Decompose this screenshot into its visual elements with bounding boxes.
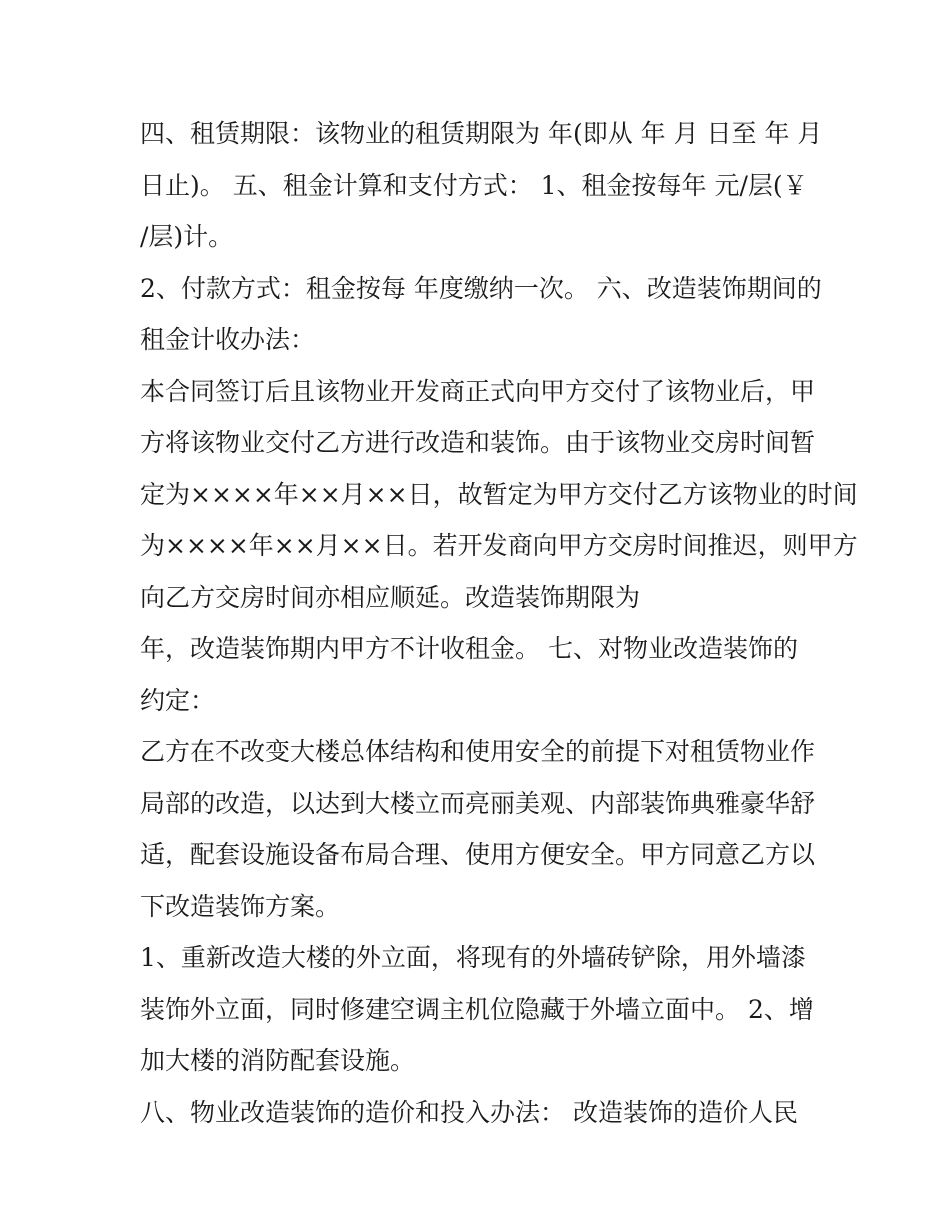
- text-line: 八、物业改造装饰的造价和投入办法： 改造装饰的造价人民: [140, 1097, 798, 1127]
- text-line: 为××××年××月××日。若开发商向甲方交房时间推迟，则甲方: [140, 531, 858, 560]
- text-line: 下改造装饰方案。: [140, 891, 341, 921]
- text-line: 日止)。 五、租金计算和支付方式： 1、租金按每年 元/层(￥: [140, 170, 808, 200]
- text-line: 装饰外立面，同时修建空调主机位隐藏于外墙立面中。 2、增: [140, 994, 814, 1024]
- text-line: 约定：: [140, 685, 216, 715]
- text-line: 年，改造装饰期内甲方不计收租金。 七、对物业改造装饰的: [140, 634, 798, 663]
- contract-text: [140, 108, 858, 1138]
- text-line: /层)计。: [140, 222, 234, 251]
- text-line: 向乙方交房时间亦相应顺延。改造装饰期限为: [140, 582, 641, 612]
- text-line: 局部的改造，以达到大楼立而亮丽美观、内部装饰典雅豪华舒: [140, 788, 816, 818]
- text-line: 1、重新改造大楼的外立面，将现有的外墙砖铲除，用外墙漆: [140, 943, 806, 972]
- text-line: 定为××××年××月××日，故暂定为甲方交付乙方该物业的时间: [140, 479, 858, 509]
- text-line: 本合同签订后且该物业开发商正式向甲方交付了该物业后，甲: [140, 376, 816, 406]
- text-line: 加大楼的消防配套设施。: [140, 1046, 416, 1075]
- text-line: 2、付款方式：租金按每 年度缴纳一次。 六、改造装饰期间的: [140, 273, 822, 303]
- text-line: 乙方在不改变大楼总体结构和使用安全的前提下对租赁物业作: [140, 737, 816, 766]
- text-line: 租金计收办法：: [140, 325, 316, 354]
- text-line: 四、租赁期限：该物业的租赁期限为 年(即从 年 月 日至 年 月: [140, 119, 823, 148]
- text-line: 方将该物业交付乙方进行改造和装饰。由于该物业交房时间暂: [140, 428, 816, 457]
- text-line: 适，配套设施设备布局合理、使用方便安全。甲方同意乙方以: [140, 840, 816, 869]
